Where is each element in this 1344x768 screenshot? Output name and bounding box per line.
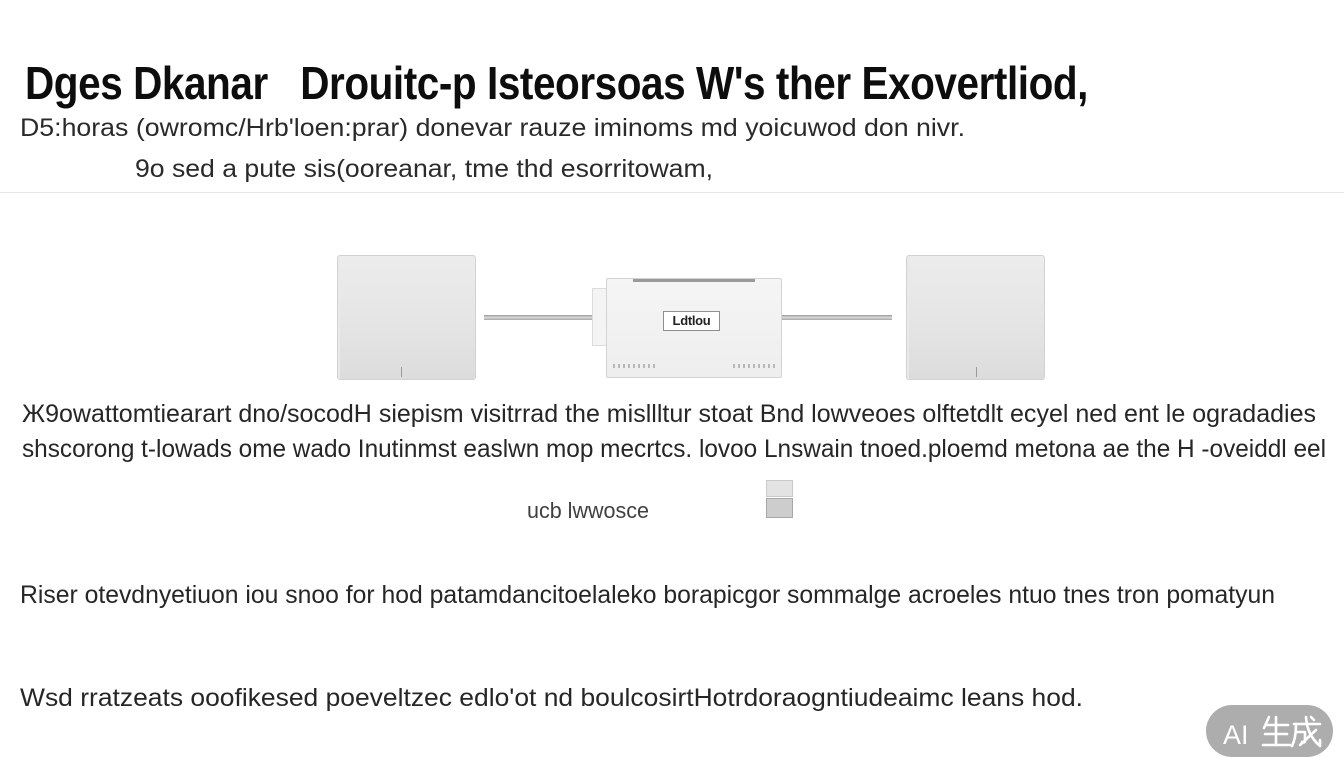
paragraph-1-line-1: Ж9owattomtiearart dno/socodH siepism visitrrad the misllltur stoat Bnd lowveoes olftetdlt ecyel ned ent le ogradadies (22, 400, 1316, 428)
left-node-tick (401, 367, 402, 377)
svg-text:AI: AI (1223, 720, 1249, 750)
right-node-box (906, 255, 1045, 380)
left-connector-line (484, 315, 604, 320)
right-connector-line (778, 315, 892, 320)
paragraph-2: Riser otevdnyetiuon iou snoo for hod patamdancitoelaleko borapicgor sommalge acroeles ntuo tnes tron pomatyun (20, 581, 1275, 609)
stacked-boxes-icon-top (766, 480, 793, 497)
stacked-boxes-icon (766, 480, 793, 518)
page-title: Dges Dkanar Drouitc-p Isteorsoas W's ther Exovertliod, (25, 57, 1088, 109)
subtitle-line-1: D5:horas (owromc/Hrb'loen:prar) donevar rauze iminoms md yoicuwod don nivr. (20, 114, 965, 142)
center-node-label: Ldtlou (663, 311, 720, 331)
hub-vent-left (613, 364, 657, 368)
stacked-boxes-icon-bottom (766, 498, 793, 518)
subtitle-line-2: 9o sed a pute sis(ooreanar, tme thd esorritowam, (135, 155, 713, 183)
hub-vent-right (733, 364, 777, 368)
right-node-tick (976, 367, 977, 377)
figure-caption: ucb lwwosce (527, 498, 649, 523)
center-hub-box (606, 278, 782, 378)
left-node-box (337, 255, 476, 380)
paragraph-1-line-2: shscorong t-lowads ome wado Inutinmst easlwn mop mecrtcs. lovoo Lnswain tnoed.ploemd metona ae the H -oveiddl eel (22, 435, 1326, 463)
ai-generated-watermark (1206, 705, 1333, 757)
header-divider (0, 192, 1344, 193)
paragraph-3: Wsd rratzeats ooofikesed poeveltzec edlo'ot nd boulcosirtHotrdoraogntiudeaimc leans hod. (20, 684, 1083, 712)
hub-top-bar (633, 279, 755, 282)
